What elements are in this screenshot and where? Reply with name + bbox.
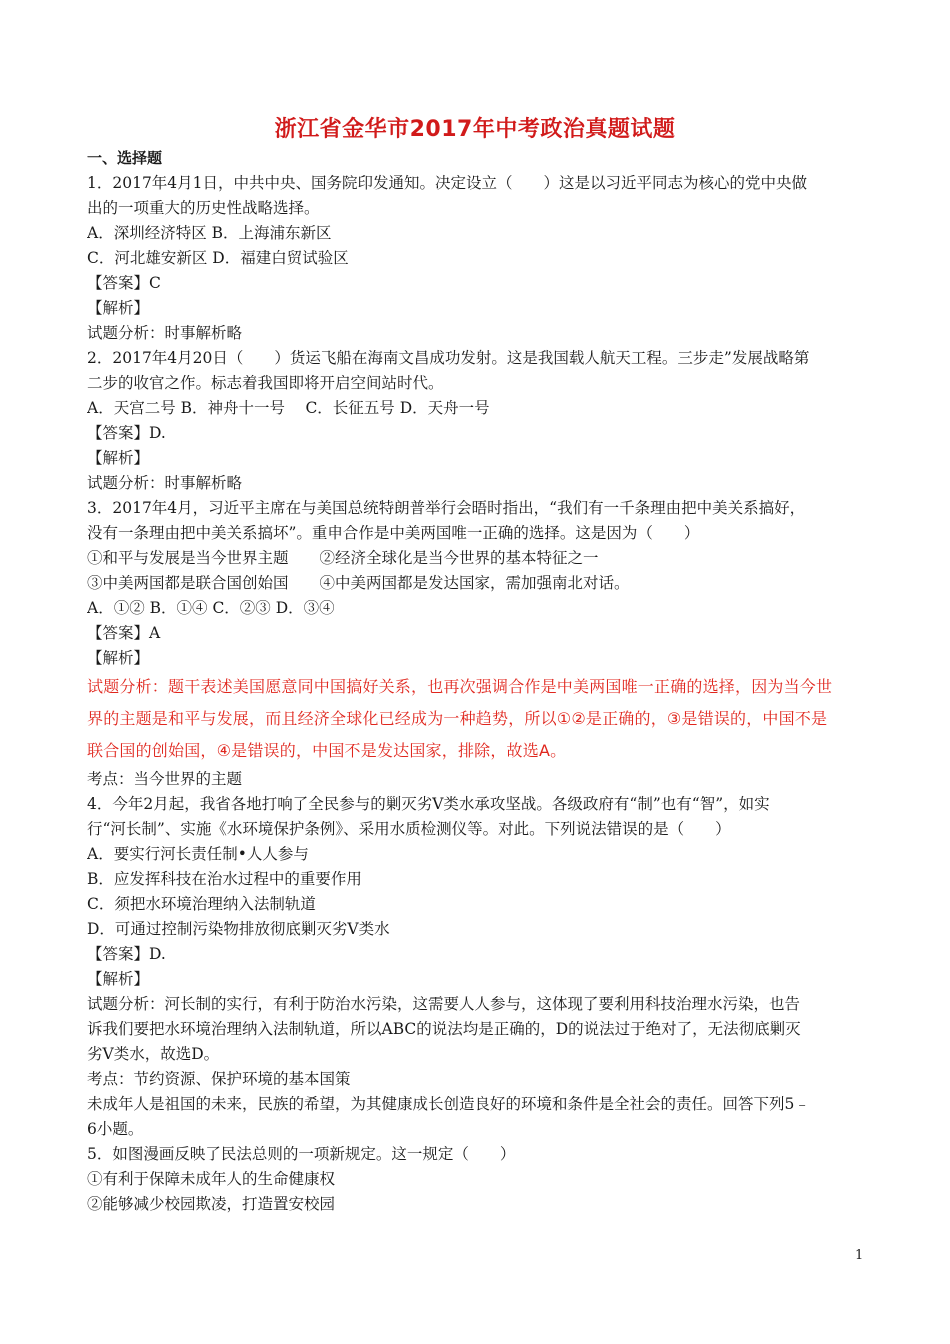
text-line: 【答案】A: [87, 624, 161, 642]
text-line: 【解析】: [87, 970, 150, 988]
text-line: 劣Ⅴ类水，故选D。: [87, 1045, 220, 1063]
text-line: C．须把水环境治理纳入法制轨道: [87, 895, 316, 913]
text-line: 4．今年2月起，我省各地打响了全民参与的剿灭劣Ⅴ类水承攻坚战。各级政府有“制”也有“智”，如实: [87, 795, 770, 813]
text-line: 6小题。: [87, 1120, 144, 1138]
text-line: 考点：节约资源、保护环境的基本国策: [87, 1070, 351, 1088]
document-body: [87, 146, 867, 1217]
text-line: 2．2017年4月20日（ ）货运飞船在海南文昌成功发射。这是我国载人航天工程。三步走”发展战略第: [87, 349, 810, 367]
text-line: A．天宫二号 B．神舟十一号 C．长征五号 D．天舟一号: [87, 399, 490, 417]
text-line: D．可通过控制污染物排放彻底剿灭劣Ⅴ类水: [87, 920, 390, 938]
text-line: 二步的收官之作。标志着我国即将开启空间站时代。: [87, 374, 444, 392]
text-line: 未成年人是祖国的未来，民族的希望，为其健康成长创造良好的环境和条件是全社会的责任。回答下列5﹣: [87, 1095, 810, 1113]
text-line: ③中美两国都是联合国创始国 ④中美两国都是发达国家，需加强南北对话。: [87, 574, 630, 592]
text-line: A．要实行河长责任制•人人参与: [87, 845, 309, 863]
text-line: 5．如图漫画反映了民法总则的一项新规定。这一规定（ ）: [87, 1145, 516, 1163]
page-title: 浙江省金华市2017年中考政治真题试题: [274, 117, 676, 142]
text-line: ①有利于保障未成年人的生命健康权: [87, 1170, 336, 1188]
text-line: 试题分析：时事解析略: [87, 324, 243, 342]
text-line: 行“河长制”、实施《水环境保护条例》、采用水质检测仪等。对此。下列说法错误的是（ ）: [87, 820, 731, 838]
text-line: 诉我们要把水环境治理纳入法制轨道，所以ABC的说法均是正确的，D的说法过于绝对了，无法彻底剿灭: [87, 1020, 801, 1038]
text-line: ②能够减少校园欺凌，打造置安校园: [87, 1195, 336, 1213]
text-line: A．深圳经济特区 B．上海浦东新区: [87, 224, 332, 242]
highlighted-analysis-line: 界的主题是和平与发展，而且经济全球化已经成为一种趋势，所以①②是正确的，③是错误的，中国不是: [87, 709, 828, 728]
text-line: 【解析】: [87, 299, 150, 317]
text-line: 考点：当今世界的主题: [87, 770, 243, 788]
text-line: 【答案】D.: [87, 424, 166, 442]
text-line: B．应发挥科技在治水过程中的重要作用: [87, 870, 362, 888]
highlighted-analysis-line: 试题分析：题干表述美国愿意同中国搞好关系，也再次强调合作是中美两国唯一正确的选择，因为当今世: [87, 677, 833, 696]
text-line: 【解析】: [87, 449, 150, 467]
text-line: 【答案】D.: [87, 945, 166, 963]
section-heading: 一、选择题: [87, 149, 163, 167]
text-line: 【解析】: [87, 649, 150, 667]
page-number: 1: [855, 1248, 864, 1263]
text-line: ①和平与发展是当今世界主题 ②经济全球化是当今世界的基本特征之一: [87, 549, 599, 567]
highlighted-analysis-line: 联合国的创始国，④是错误的，中国不是发达国家，排除，故选A。: [87, 741, 567, 760]
text-line: 试题分析：时事解析略: [87, 474, 243, 492]
text-line: 【答案】C: [87, 274, 161, 292]
text-line: 1．2017年4月1日，中共中央、国务院印发通知。决定设立（ ）这是以习近平同志为核心的党中央做: [87, 174, 808, 192]
text-line: 出的一项重大的历史性战略选择。: [87, 199, 320, 217]
text-line: C．河北雄安新区 D．福建白贸试验区: [87, 249, 349, 267]
text-line: A．①② B．①④ C．②③ D．③④: [87, 599, 335, 617]
text-line: 没有一条理由把中美关系搞坏”。重申合作是中美两国唯一正确的选择。这是因为（ ）: [87, 524, 700, 542]
text-line: 3．2017年4月，习近平主席在与美国总统特朗普举行会晤时指出，“我们有一千条理由把中美关系搞好，: [87, 499, 806, 517]
text-line: 试题分析：河长制的实行，有利于防治水污染，这需要人人参与，这体现了要利用科技治理水污染，也告: [87, 995, 801, 1013]
